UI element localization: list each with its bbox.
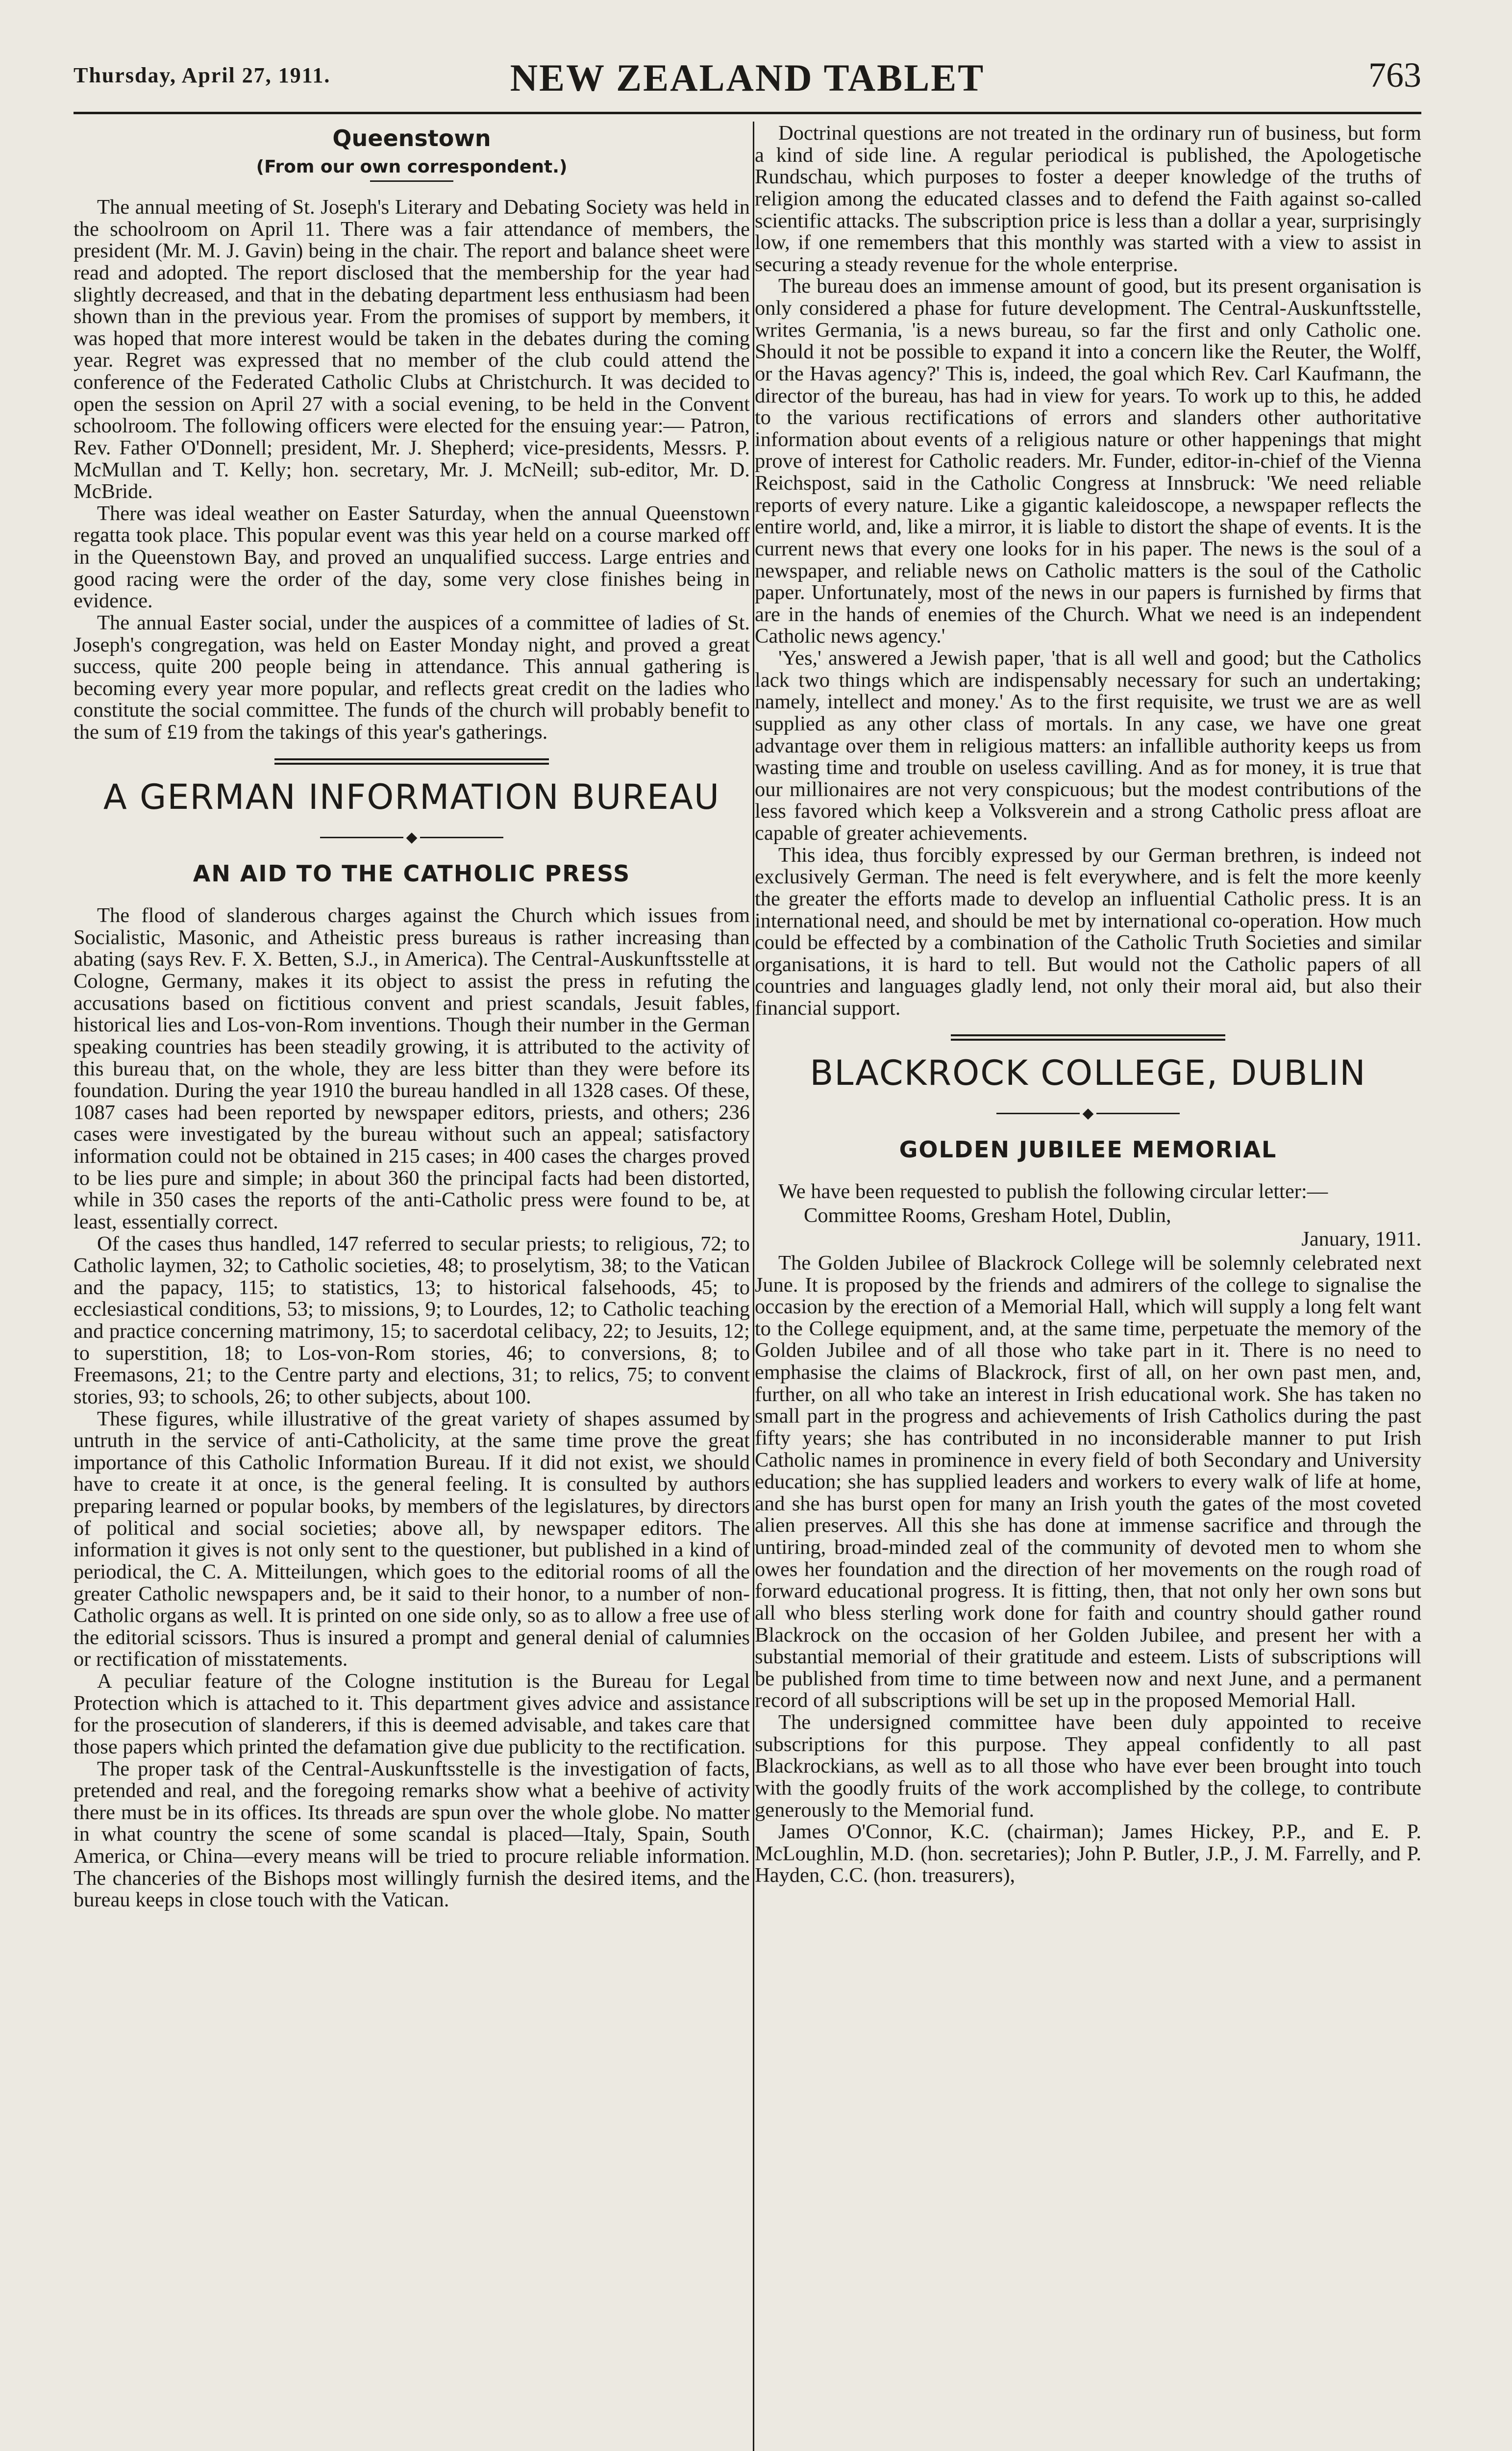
bureau-paragraph: The proper task of the Central-Auskunftsstelle is the investigation of facts, pretended and real, and the foregoing remarks show what a beehive of activity there must be in its offices. Its threads are spun over the whole globe. No matter in what country the scene of some scandal is placed—Italy, Spain, South America, or China—every means will be tried to procure reliable information. The chanceries of the Bishops most willingly furnish the desired items, and the bureau keeps in close touch with the Vatican. <box>74 1757 750 1912</box>
bureau-paragraph: Of the cases thus handled, 147 referred to secular priests; to religious, 72; to Catholic laymen, 32; to Catholic societies, 48; to proselytism, 38; to the Vatican and the papacy, 115; to statistics, 13; to historical falsehoods, 45; to ecclesiastical conditions, 53; to missions, 9; to Lourdes, 12; to Catholic teaching and practice concerning matrimony, 15; to sacerdotal celibacy, 22; to Jesuits, 12; to superstition, 18; to Los-von-Rom stories, 46; to conversions, 8; to Freemasons, 21; to the Centre party and elections, 31; to relics, 75; to convent stories, 93; to schools, 26; to other subjects, about 100. <box>74 1232 750 1408</box>
queenstown-byline: (From our own correspondent.) <box>256 157 568 177</box>
signatories: James O'Connor, K.C. (chairman); James Hickey, P.P., and E. P. McLoughlin, M.D. (hon. secretaries); John P. Butler, J.P., J. M. Farrelly, and P. Hayden, C.C. (hon. treasurers), <box>755 1820 1421 1887</box>
issue-date: Thursday, April 27, 1911. <box>74 63 331 87</box>
queenstown-paragraph: There was ideal weather on Easter Saturday, when the annual Queenstown regatta took place. This popular event was this year held on a course marked off in the Queenstown Bay, and proved an unqualified success. Large entries and good racing were the order of the day, some very close finishes being in evidence. <box>74 501 750 613</box>
bureau-paragraph: Doctrinal questions are not treated in the ordinary run of business, but form a kind of side line. A regular periodical is published, the Apologetische Rundschau, which purposes to foster a deeper knowledge of the truths of religion among the educated classes and to defend the Faith against so-called scientific attacks. The subscription price is less than a dollar a year, surprisingly low, if one remembers that this monthly was started with a view to assist in securing a steady revenue for the whole enterprise. <box>755 123 1421 276</box>
queenstown-paragraph: The annual Easter social, under the auspices of a committee of ladies of St. Joseph's congregation, was held on Easter Monday night, and proved a great success, quite 200 people being in attendance. This annual gathering is becoming every year more popular, and reflects great credit on the ladies who constitute the social committee. The funds of the church will probably benefit to the sum of £19 from the takings of this year's gatherings. <box>74 611 750 744</box>
bureau-paragraph: The bureau does an immense amount of good, but its present organisation is only considered a phase for future development. The Central-Auskunftsstelle, writes Germania, 'is a news bureau, so far the first and only Catholic one. Should it not be possible to expand it into a concern like the Reuter, the Wolff, or the Havas agency?' This is, indeed, the goal which Rev. Carl Kaufmann, the director of the bureau, has had in view for years. To work up to this, he added to the various rectifications of errors and slanders other authoritative information about events of a religious nature or other happenings that might prove of interest for Catholic readers. Mr. Funder, editor-in-chief of the Vienna Reichspost, said in the Catholic Congress at Innsbruck: 'We need reliable reports of every nature. Like a gigantic kaleidoscope, a newspaper reflects the entire world, and, like a mirror, it is liable to distort the shape of events. It is the current news that every one looks for in his paper. The news is the soul of a newspaper, and reliable news on Catholic matters is the soul of the Catholic paper. Unfortunately, most of the news in our papers is furnished by firms that are in the hands of enemies of the Church. What we need is an independent Catholic news agency.' <box>755 275 1421 648</box>
blackrock-heading: BLACKROCK COLLEGE, DUBLIN <box>810 1052 1366 1093</box>
newspaper-title: NEW ZEALAND TABLET <box>510 56 985 99</box>
section-divider <box>274 758 549 765</box>
bureau-paragraph: These figures, while illustrative of the great variety of shapes assumed by untruth in the service of anti-Catholicity, at the same time prove the great importance of this Catholic Information Bureau. If it did not exist, we should have to create it at once, is the general feeling. It is consulted by authors preparing learned or popular books, by members of the legislatures, by directors of political and social societies; above all, by newspaper editors. The information it gives is not only sent to the questioner, but published in a kind of periodical, the C. A. Mitteilungen, which goes to the editorial rooms of all the greater Catholic newspapers and, be it said to their honor, to a number of non-Catholic organs as well. It is printed on one side only, so as to allow a free use of the editorial scissors. Thus is insured a prompt and general denial of calumnies or rectification of misstatements. <box>74 1407 750 1671</box>
masthead <box>74 53 1421 114</box>
short-rule <box>370 180 453 182</box>
blackrock-intro: We have been requested to publish the following circular letter:— <box>778 1180 1328 1203</box>
bureau-paragraph: 'Yes,' answered a Jewish paper, 'that is all well and good; but the Catholics lack two things which are indispensably necessary for such an undertaking; namely, intellect and money.' As to the first requisite, we trust we are as well supplied as any other class of mortals. In any case, we have one great advantage over them in religious matters: an infallible authority keeps us from wasting time and trouble on useless cavilling. And as for money, it is true that our millionaires are not very conspicuous; but the modest contributions of the less favored which keep a Volksverein and a strong Catholic press afloat are capable of greater achievements. <box>755 647 1421 845</box>
bureau-paragraph: A peculiar feature of the Cologne institution is the Bureau for Legal Protection which is attached to it. This department gives advice and assistance for the prosecution of slanderers, if this is deemed advisable, and takes care that those papers which printed the defamation give due publicity to the rectification. <box>74 1670 750 1758</box>
bureau-subheading: AN AID TO THE CATHOLIC PRESS <box>193 860 631 887</box>
blackrock-subheading: GOLDEN JUBILEE MEMORIAL <box>899 1136 1277 1163</box>
ornament-divider: ◆ <box>74 825 750 847</box>
page-number: 763 <box>1368 55 1421 95</box>
left-column <box>74 123 750 2451</box>
section-divider <box>951 1034 1225 1041</box>
bureau-paragraph: The flood of slanderous charges against the Church which issues from Socialistic, Masonic, and Atheistic press bureaus is rather increasing than abating (says Rev. F. X. Betten, S.J., in America). The Central-Auskunftsstelle at Cologne, Germany, makes it its object to assist the press in refuting the accusations based on fictitious convent and priest scandals, Jesuit fables, historical lies and Los-von-Rom inventions. Though their number in the German speaking countries has been steadily growing, it is attributed to the activity of this bureau that, on the whole, they are less bitter than they were before its foundation. During the year 1910 the bureau handled in all 1328 cases. Of these, 1087 cases had been reported by newspaper editors, priests, and others; 236 cases were investigated by the bureau without such an appeal; satisfactory information could not be obtained in 215 cases; in 400 cases the charges proved to be lies pure and simple; in about 360 the principal facts had been distorted, while in 350 cases the reports of the anti-Catholic press were found to be, at least, essentially correct. <box>74 904 750 1233</box>
queenstown-heading: Queenstown <box>332 125 491 151</box>
blackrock-paragraph: The undersigned committee have been duly appointed to receive subscriptions for this purpose. They appeal confidently to all past Blackrockians, as well as to all those who have ever been brought into touch with the goodly fruits of the work accomplished by the college, to contribute generously to the Memorial fund. <box>755 1711 1421 1822</box>
ornament-divider: ◆ <box>755 1101 1421 1123</box>
address-line: Committee Rooms, Gresham Hotel, Dublin, <box>804 1203 1171 1227</box>
bureau-heading: A GERMAN INFORMATION BUREAU <box>103 776 720 817</box>
right-column <box>755 123 1421 2451</box>
queenstown-paragraph: The annual meeting of St. Joseph's Literary and Debating Society was held in the schoolroom on April 11. There was a fair attendance of members, the president (Mr. M. J. Gavin) being in the chair. The report and balance sheet were read and adopted. The report disclosed that the membership for the year had slightly decreased, and that in the debating department less enthusiasm had been shown than in the previous year. From the promises of support by members, it was hoped that more interest would be taken in the debates during the coming year. Regret was expressed that no member of the club could attend the conference of the Federated Catholic Clubs at Christchurch. It was decided to open the session on April 27 with a social evening, to be held in the Convent schoolroom. The following officers were elected for the ensuing year:— Patron, Rev. Father O'Donnell; president, Mr. J. Shepherd; vice-presidents, Messrs. P. McMullan and T. Kelly; hon. secretary, Mr. J. McNeill; sub-editor, Mr. D. McBride. <box>74 196 750 503</box>
bureau-paragraph: This idea, thus forcibly expressed by our German brethren, is indeed not exclusively German. The need is felt everywhere, and is felt the more keenly the greater the efforts made to develop an influential Catholic press. It is an international need, and should be met by international co-operation. How much could be effected by a combination of the Catholic Truth Societies and similar organisations, it is hard to tell. But would not the Catholic papers of all countries and languages gladly lend, not only their moral aid, but also their financial support. <box>755 843 1421 1020</box>
blackrock-paragraph: The Golden Jubilee of Blackrock College will be solemnly celebrated next June. It is proposed by the friends and admirers of the college to signalise the occasion by the erection of a Memorial Hall, which will supply a long felt want to the College equipment, and, at the same time, perpetuate the memory of the Golden Jubilee and of all those who take part in it. There is no need to emphasise the claims of Blackrock, first of all, on her own past men, and, further, on all who take an interest in Irish educational work. She has taken no small part in the progress and achievements of Irish Catholics during the past fifty years; she has contributed in no inconsiderable manner to put Irish Catholic names in prominence in every field of both Secondary and University education; she has supplied leaders and workers to every walk of life at home, and she has burst open for many an Irish youth the gates of the most coveted alien preserves. All this she has done at immense sacrifice and through the untiring, broad-minded zeal of the community of devoted men to whom she owes her foundation and the direction of her movements on the rough road of forward educational progress. It is fitting, then, that not only her own sons but all who bless sterling work done for faith and country should gather round Blackrock on the occasion of her Golden Jubilee, and present her with a substantial memorial of their gratitude and esteem. Lists of subscriptions will be published from time to time between now and next June, and a permanent record of all subscriptions will be set up in the proposed Memorial Hall. <box>755 1251 1421 1712</box>
column-divider <box>753 122 754 2451</box>
date-line: January, 1911. <box>1301 1227 1421 1251</box>
